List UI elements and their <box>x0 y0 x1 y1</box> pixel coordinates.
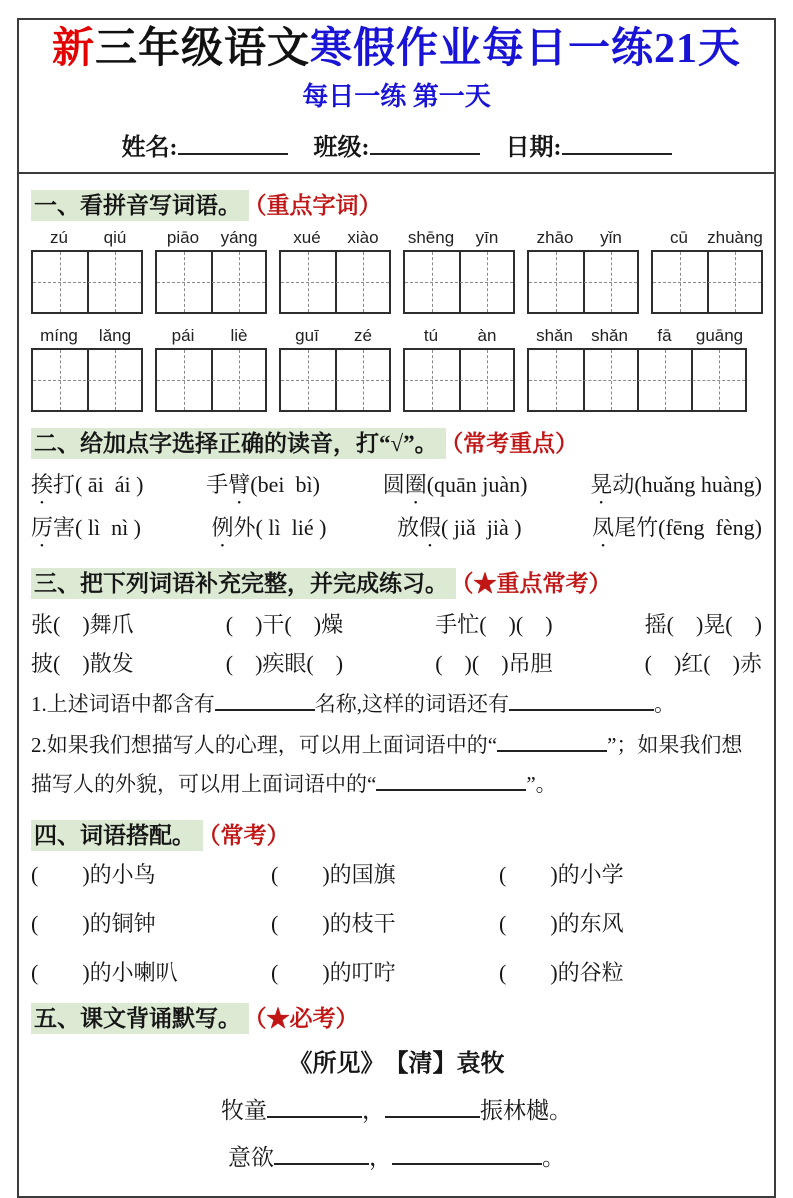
writing-box <box>403 250 515 314</box>
pinyin-syllable: shēng <box>407 228 455 248</box>
pinyin-row <box>31 228 143 248</box>
question-2 <box>31 726 762 804</box>
pinyin-syllable: zú <box>50 228 68 248</box>
section-5-recitation <box>31 1000 762 1172</box>
worksheet-header <box>31 24 762 162</box>
reading-item[interactable] <box>592 509 762 552</box>
writing-cell[interactable] <box>583 350 637 410</box>
reading-item[interactable] <box>212 509 327 552</box>
idiom-item[interactable]: 披( )散发 <box>31 650 134 676</box>
reading-item-options: 打( āi ái ) <box>53 472 144 498</box>
poem <box>31 1043 762 1172</box>
writing-box <box>279 348 391 412</box>
pinyin-syllable: míng <box>40 326 78 346</box>
pinyin-syllable: zhuàng <box>707 228 763 248</box>
idiom-item[interactable]: 手忙( )( ) <box>435 612 553 638</box>
title-segment-red: 新 <box>51 26 95 72</box>
reading-item-options: 尾竹(fēng fèng) <box>614 515 762 541</box>
writing-box <box>527 348 747 412</box>
writing-cell[interactable] <box>87 252 141 312</box>
question-2-blank-1[interactable] <box>497 730 607 752</box>
poem-line-1-text: 牧童 <box>221 1097 267 1123</box>
question-2-text: ”；如果我们想描写人的外貌，可以用上面词语中的“ <box>31 733 743 797</box>
writing-cell[interactable] <box>335 252 389 312</box>
word-group <box>155 326 267 412</box>
reading-row <box>31 509 762 552</box>
idiom-completion-rows <box>31 606 762 683</box>
question-2-text: 2.如果我们想描写人的心理，可以用上面词语中的“ <box>31 733 498 758</box>
reading-item-options: 害( lì nì ) <box>53 515 142 541</box>
section-3-idioms <box>31 565 762 804</box>
pinyin-syllable: cū <box>670 228 688 248</box>
reading-item[interactable] <box>590 466 762 509</box>
collocation-item[interactable]: ( )的国旗 <box>271 861 396 887</box>
pronunciation-choices <box>31 466 762 552</box>
writing-cell[interactable] <box>33 350 87 410</box>
writing-box <box>31 250 143 314</box>
class-field <box>314 127 480 162</box>
writing-cell[interactable] <box>583 252 637 312</box>
worksheet-page <box>17 18 776 1198</box>
writing-cell[interactable] <box>335 350 389 410</box>
writing-box <box>155 348 267 412</box>
writing-box <box>155 250 267 314</box>
grid-row <box>31 326 762 412</box>
section-1-heading-text: 一、看拼音写词语。 <box>31 190 249 221</box>
idiom-item[interactable]: ( )干( )燥 <box>225 612 344 638</box>
dotted-character: 圈 <box>404 472 427 498</box>
writing-cell[interactable] <box>281 252 335 312</box>
collocation-item[interactable]: ( )的谷粒 <box>499 959 624 985</box>
idiom-row <box>31 645 762 684</box>
poem-title: 《所见》 【清】袁牧 <box>288 1050 505 1077</box>
collocation-item[interactable]: ( )的小喇叭 <box>31 959 178 985</box>
poem-line-2-blank-1[interactable] <box>274 1141 369 1165</box>
pinyin-row <box>403 228 515 248</box>
section-4-heading <box>31 817 762 850</box>
page-subtitle: 每日一练 第一天 <box>302 82 491 112</box>
name-label: 姓名: <box>121 135 178 162</box>
word-group <box>279 228 391 314</box>
section-1-pinyin <box>31 187 762 412</box>
reading-item[interactable] <box>31 466 143 509</box>
reading-item[interactable] <box>397 509 522 552</box>
word-group <box>31 326 143 412</box>
pinyin-syllable: lǎng <box>98 326 132 346</box>
writing-cell[interactable] <box>459 350 513 410</box>
idiom-item[interactable]: ( )疾眼( ) <box>225 650 344 676</box>
writing-cell[interactable] <box>637 350 691 410</box>
pinyin-syllable: zé <box>354 326 372 346</box>
writing-cell[interactable] <box>459 252 513 312</box>
question-1-text: 。 <box>654 692 675 717</box>
collocation-item[interactable]: ( )的叮咛 <box>271 959 396 985</box>
pinyin-row <box>155 228 267 248</box>
dotted-character: 例 <box>211 515 234 541</box>
word-group <box>527 228 639 314</box>
writing-cell[interactable] <box>157 252 211 312</box>
question-2-text: ”。 <box>526 772 557 797</box>
pinyin-syllable: xiào <box>347 228 379 248</box>
header-divider <box>19 172 774 174</box>
grid-row <box>31 228 762 314</box>
poem-line-2 <box>31 1139 762 1172</box>
section-1-tag: （重点字词） <box>255 193 382 219</box>
section-1-heading <box>31 187 762 220</box>
word-group <box>31 228 143 314</box>
dotted-character: 假 <box>418 515 441 541</box>
date-label: 日期: <box>505 135 562 162</box>
section-2-pronunciation <box>31 425 762 552</box>
word-group <box>651 228 763 314</box>
section-5-tag: （★必考） <box>255 1005 359 1031</box>
pinyin-row <box>527 326 747 346</box>
collocation-item[interactable]: ( )的小学 <box>499 861 624 887</box>
writing-cell[interactable] <box>691 350 745 410</box>
student-info-row <box>31 127 762 162</box>
pinyin-syllable: tú <box>423 326 439 346</box>
writing-cell[interactable] <box>33 252 87 312</box>
idiom-item[interactable]: ( )( )吊胆 <box>435 650 553 676</box>
question-1-blank-2[interactable] <box>509 689 654 711</box>
collocation-item[interactable]: ( )的枝干 <box>271 910 396 936</box>
pinyin-syllable: yáng <box>220 228 258 248</box>
pinyin-row <box>279 326 391 346</box>
poem-line-1 <box>31 1092 762 1125</box>
pinyin-syllable: guāng <box>695 326 744 346</box>
dotted-character: 凤 <box>592 515 615 541</box>
pinyin-row <box>279 228 391 248</box>
question-1-blank-1[interactable] <box>215 689 315 711</box>
dotted-character: 臂 <box>228 472 251 498</box>
poem-line-2-text: 意欲 <box>228 1144 274 1170</box>
name-blank[interactable] <box>178 130 288 155</box>
collocation-items <box>31 858 762 987</box>
poem-line-1-comma: ， <box>362 1097 385 1123</box>
question-1-text: 1.上述词语中都含有 <box>31 692 215 717</box>
pinyin-row <box>527 228 639 248</box>
reading-item-options: 外( lì lié ) <box>233 515 327 541</box>
word-group <box>527 326 747 412</box>
writing-box <box>651 250 763 314</box>
pinyin-syllable: shǎn <box>536 326 573 346</box>
idiom-row <box>31 606 762 645</box>
question-2-blank-2[interactable] <box>376 769 526 791</box>
dotted-character: 厉 <box>31 515 54 541</box>
section-3-tag: （★重点常考） <box>462 571 612 597</box>
section-4-collocation <box>31 817 762 987</box>
reading-item[interactable] <box>383 466 528 509</box>
word-group <box>279 326 391 412</box>
writing-cell[interactable] <box>211 252 265 312</box>
writing-cell[interactable] <box>281 350 335 410</box>
date-blank[interactable] <box>562 130 672 155</box>
pinyin-syllable: piāo <box>166 228 200 248</box>
pinyin-syllable: guī <box>295 326 319 346</box>
worksheet-body <box>31 187 762 1172</box>
poem-line-2-text: 。 <box>542 1144 565 1170</box>
pinyin-syllable: fā <box>657 326 672 346</box>
reading-item-options: ( jiǎ jià ) <box>440 515 522 541</box>
poem-line-1-text: 振林樾。 <box>480 1097 572 1123</box>
pinyin-row <box>31 326 143 346</box>
writing-cell[interactable] <box>405 252 459 312</box>
pinyin-syllable: yǐn <box>600 228 622 248</box>
title-segment-black: 三年级语文 <box>94 26 310 72</box>
pinyin-row <box>403 326 515 346</box>
date-field <box>506 127 672 162</box>
writing-cell[interactable] <box>529 252 583 312</box>
pinyin-syllable: yīn <box>475 228 499 248</box>
writing-cell[interactable] <box>405 350 459 410</box>
word-group <box>155 228 267 314</box>
poem-line-1-blank-2[interactable] <box>385 1094 480 1118</box>
writing-cell[interactable] <box>653 252 707 312</box>
pinyin-syllable: qiú <box>103 228 127 248</box>
poem-line-2-blank-2[interactable] <box>392 1141 542 1165</box>
writing-box <box>403 348 515 412</box>
section-3-heading <box>31 565 762 598</box>
writing-box <box>527 250 639 314</box>
collocation-item[interactable]: ( )的铜钟 <box>31 910 156 936</box>
class-blank[interactable] <box>370 130 480 155</box>
question-1-text: 名称,这样的词语还有 <box>314 692 509 717</box>
writing-cell[interactable] <box>707 252 761 312</box>
reading-item-options: (quān juàn) <box>426 472 528 498</box>
pinyin-syllable: liè <box>230 326 248 346</box>
idiom-item[interactable]: 摇( )晃( ) <box>644 612 762 638</box>
section-2-tag: （常考重点） <box>451 431 579 457</box>
pinyin-syllable: zhāo <box>536 228 574 248</box>
pinyin-syllable: pái <box>171 326 195 346</box>
writing-cell[interactable] <box>157 350 211 410</box>
reading-item-options: (bei bì) <box>250 472 320 498</box>
reading-row <box>31 466 762 509</box>
page-title <box>31 24 762 74</box>
section-2-heading-text: 二、给加点字选择正确的读音，打“√”。 <box>31 428 446 459</box>
poem-line-1-blank-1[interactable] <box>267 1094 362 1118</box>
idiom-item[interactable]: ( )红( )赤 <box>644 650 762 676</box>
writing-box <box>31 348 143 412</box>
pinyin-syllable: àn <box>477 326 497 346</box>
writing-cell[interactable] <box>529 350 583 410</box>
idiom-item[interactable]: 张( )舞爪 <box>31 612 134 638</box>
section-3-heading-text: 三、把下列词语补充完整，并完成练习。 <box>31 568 456 599</box>
reading-item-prefix: 圆 <box>382 472 405 498</box>
writing-cell[interactable] <box>87 350 141 410</box>
writing-box <box>279 250 391 314</box>
section-5-heading-text: 五、课文背诵默写。 <box>31 1003 249 1034</box>
title-segment-blue: 寒假作业每日一练21天 <box>310 26 742 72</box>
collocation-item[interactable]: ( )的小鸟 <box>31 861 156 887</box>
dotted-character: 挨 <box>31 472 54 498</box>
collocation-item[interactable]: ( )的东风 <box>499 910 624 936</box>
word-group <box>403 228 515 314</box>
pinyin-row <box>651 228 763 248</box>
section-2-heading <box>31 425 762 458</box>
word-group <box>403 326 515 412</box>
pinyin-syllable: xué <box>293 228 321 248</box>
reading-item-prefix: 放 <box>396 515 419 541</box>
section-4-tag: （常考） <box>209 822 290 848</box>
poem-line-2-comma: ， <box>369 1144 392 1170</box>
reading-item-prefix: 手 <box>206 472 229 498</box>
writing-cell[interactable] <box>211 350 265 410</box>
dotted-character: 晃 <box>590 472 613 498</box>
pinyin-row <box>155 326 267 346</box>
pinyin-writing-grids <box>31 228 762 412</box>
class-label: 班级: <box>313 135 370 162</box>
section-4-heading-text: 四、词语搭配。 <box>31 820 203 851</box>
section-5-heading <box>31 1000 762 1033</box>
name-field <box>122 127 288 162</box>
reading-item-options: 动(huǎng huàng) <box>612 472 762 498</box>
reading-item[interactable] <box>31 509 141 552</box>
pinyin-syllable: shǎn <box>591 326 628 346</box>
reading-item[interactable] <box>206 466 320 509</box>
question-1 <box>31 685 762 724</box>
